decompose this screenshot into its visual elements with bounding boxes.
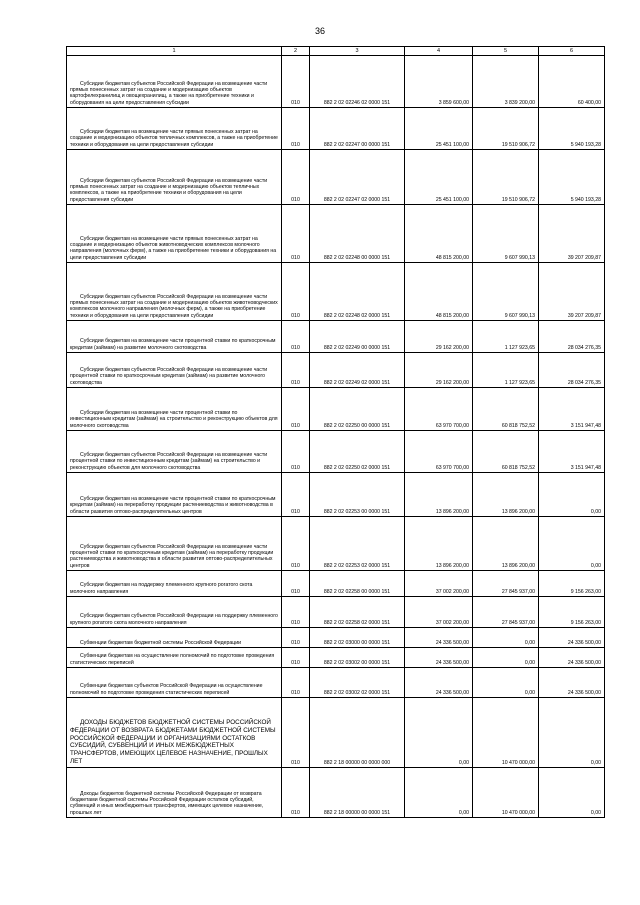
row-name-text: Субсидии бюджетам субъектов Российской Федерации на возмещение части прямых понесенных затрат на создание и модернизацию объектов картофелехранилищ и овощехранилищ, а также на приобретение техники и оборудования на цели предоставления субсидии [70, 80, 268, 106]
row-executed-amount: 10 470 000,00 [473, 698, 539, 768]
row-name [67, 668, 282, 698]
row-unexecuted-amount: 0,00 [539, 698, 605, 768]
row-name-text: Субсидии бюджетам субъектов Российской Федерации на возмещение части процентной ставки по краткосрочным кредитам (займам) на развитие молочного скотоводства [70, 366, 268, 386]
row-unexecuted-amount: 0,00 [539, 473, 605, 517]
table-row [67, 628, 605, 648]
row-executed-amount: 19 510 906,72 [473, 108, 539, 150]
row-code: 010 [282, 150, 310, 205]
row-kbk: 882 2 02 03002 02 0000 151 [310, 668, 405, 698]
row-name-text: Субсидии бюджетам на возмещение части процентной ставки по инвестиционным кредитам (займам) на строительство и реконструкцию объектов для молочного скотоводства [70, 409, 278, 429]
row-plan-amount: 0,00 [405, 698, 473, 768]
row-kbk: 882 2 02 02250 00 0000 151 [310, 388, 405, 431]
row-plan-amount: 0,00 [405, 768, 473, 818]
row-name-text: Субвенции бюджетам субъектов Российской Федерации на осуществление полномочий по подготовке проведения статистических переписей [70, 683, 263, 696]
row-name [67, 698, 282, 768]
row-plan-amount: 25 451 100,00 [405, 150, 473, 205]
row-unexecuted-amount: 24 336 500,00 [539, 628, 605, 648]
row-plan-amount: 3 859 600,00 [405, 56, 473, 108]
row-code: 010 [282, 56, 310, 108]
row-name [67, 517, 282, 571]
row-name [67, 628, 282, 648]
row-name [67, 321, 282, 353]
row-plan-amount: 24 336 500,00 [405, 668, 473, 698]
row-code: 010 [282, 205, 310, 263]
row-executed-amount: 1 127 923,65 [473, 321, 539, 353]
row-unexecuted-amount: 3 151 947,48 [539, 388, 605, 431]
row-unexecuted-amount: 24 336 500,00 [539, 668, 605, 698]
row-unexecuted-amount: 0,00 [539, 517, 605, 571]
row-plan-amount: 48 815 200,00 [405, 263, 473, 321]
row-code: 010 [282, 571, 310, 597]
col-header-1: 1 [67, 47, 282, 56]
row-code: 010 [282, 648, 310, 668]
table-row [67, 597, 605, 628]
row-unexecuted-amount: 9 156 263,00 [539, 597, 605, 628]
row-name [67, 388, 282, 431]
row-executed-amount: 27 845 937,00 [473, 597, 539, 628]
row-code: 010 [282, 388, 310, 431]
table-row [67, 473, 605, 517]
col-header-5: 5 [473, 47, 539, 56]
row-plan-amount: 24 336 500,00 [405, 628, 473, 648]
row-unexecuted-amount: 28 034 276,35 [539, 353, 605, 388]
col-header-6: 6 [539, 47, 605, 56]
row-code: 010 [282, 597, 310, 628]
row-executed-amount: 1 127 923,65 [473, 353, 539, 388]
col-header-2: 2 [282, 47, 310, 56]
row-plan-amount: 29 162 200,00 [405, 321, 473, 353]
row-name-text: ДОХОДЫ БЮДЖЕТОВ БЮДЖЕТНОЙ СИСТЕМЫ РОССИЙСКОЙ ФЕДЕРАЦИИ ОТ ВОЗВРАТА БЮДЖЕТАМИ БЮДЖЕТНОЙ СИСТЕМЫ РОССИЙСКОЙ ФЕДЕРАЦИИ И ОРГАНИЗАЦИЯМИ ОСТАТКОВ СУБСИДИЙ, СУБВЕНЦИЙ И ИНЫХ МЕЖБЮДЖЕТНЫХ ТРАНСФЕРТОВ, ИМЕЮЩИХ ЦЕЛЕВОЕ НАЗНАЧЕНИЕ, ПРОШЛЫХ ЛЕТ [70, 718, 276, 766]
row-unexecuted-amount: 24 336 500,00 [539, 648, 605, 668]
row-unexecuted-amount: 3 151 947,48 [539, 431, 605, 473]
table-row [67, 571, 605, 597]
row-kbk: 882 2 02 02258 00 0000 151 [310, 571, 405, 597]
row-name [67, 768, 282, 818]
row-plan-amount: 29 162 200,00 [405, 353, 473, 388]
row-executed-amount: 0,00 [473, 648, 539, 668]
row-name-text: Субсидии бюджетам субъектов Российской Федерации на возмещение части процентной ставки по краткосрочным кредитам (займам) на переработку продукции растениеводства и животноводства в области развития оптово-распределительных центров [70, 543, 274, 569]
row-plan-amount: 48 815 200,00 [405, 205, 473, 263]
table-row [67, 150, 605, 205]
row-kbk: 882 2 02 02247 00 0000 151 [310, 108, 405, 150]
row-name [67, 597, 282, 628]
row-name-text: Субсидии бюджетам на возмещение части прямых понесенных затрат на создание и модернизацию объектов животноводческих комплексов молочного направления (молочных ферм), а также на приобретение техники и оборудования на цели предоставления субсидии [70, 235, 277, 261]
table-row [67, 108, 605, 150]
row-plan-amount: 37 002 200,00 [405, 597, 473, 628]
row-unexecuted-amount: 39 207 209,87 [539, 263, 605, 321]
row-executed-amount: 60 818 752,52 [473, 431, 539, 473]
row-plan-amount: 13 896 200,00 [405, 517, 473, 571]
row-plan-amount: 24 336 500,00 [405, 648, 473, 668]
row-name-text: Субсидии бюджетам субъектов Российской Федерации на возмещение части прямых понесенных затрат на создание и модернизацию объектов животноводческих комплексов молочного направления (молочных ферм), а также на приобретение техники и оборудования на цели предоставления субсидии [70, 293, 278, 319]
row-kbk: 882 2 02 03002 00 0000 151 [310, 648, 405, 668]
table-row [67, 431, 605, 473]
row-code: 010 [282, 431, 310, 473]
row-code: 010 [282, 768, 310, 818]
row-unexecuted-amount: 5 940 193,28 [539, 108, 605, 150]
row-unexecuted-amount: 28 034 276,35 [539, 321, 605, 353]
row-unexecuted-amount: 0,00 [539, 768, 605, 818]
col-header-3: 3 [310, 47, 405, 56]
table-row [67, 768, 605, 818]
row-code: 010 [282, 353, 310, 388]
row-unexecuted-amount: 5 940 193,28 [539, 150, 605, 205]
row-name [67, 571, 282, 597]
table-row [67, 321, 605, 353]
row-kbk: 882 2 18 00000 00 0000 000 [310, 698, 405, 768]
row-executed-amount: 60 818 752,52 [473, 388, 539, 431]
row-executed-amount: 3 839 200,00 [473, 56, 539, 108]
table-body [67, 56, 605, 818]
row-kbk: 882 2 18 00000 00 0000 151 [310, 768, 405, 818]
table-row [67, 648, 605, 668]
row-name-text: Субсидии бюджетам субъектов Российской Федерации на возмещение части процентной ставки по инвестиционным кредитам (займам) на строительство и реконструкцию объектов для молочного скотоводства [70, 451, 268, 471]
row-kbk: 882 2 02 02258 02 0000 151 [310, 597, 405, 628]
row-executed-amount: 9 607 990,13 [473, 263, 539, 321]
row-name [67, 473, 282, 517]
row-unexecuted-amount: 60 400,00 [539, 56, 605, 108]
row-kbk: 882 2 02 02247 02 0000 151 [310, 150, 405, 205]
row-kbk: 882 2 02 02250 02 0000 151 [310, 431, 405, 473]
row-kbk: 882 2 02 02253 02 0000 151 [310, 517, 405, 571]
table-row [67, 263, 605, 321]
row-name [67, 263, 282, 321]
row-executed-amount: 10 470 000,00 [473, 768, 539, 818]
row-code: 010 [282, 698, 310, 768]
row-name-text: Субвенции бюджетам на осуществление полномочий по подготовке проведения статистических переписей [70, 653, 275, 666]
row-name-text: Доходы бюджетов бюджетной системы Российской Федерации от возврата бюджетами бюджетной системы Российской Федерации остатков субсидий, субвенций и иных межбюджетных трансфертов, имеющих целевое назначение, прошлых лет [70, 790, 264, 816]
row-name [67, 56, 282, 108]
row-executed-amount: 0,00 [473, 628, 539, 648]
row-plan-amount: 13 896 200,00 [405, 473, 473, 517]
row-kbk: 882 2 02 03000 00 0000 151 [310, 628, 405, 648]
table-row [67, 56, 605, 108]
row-plan-amount: 63 970 700,00 [405, 388, 473, 431]
row-name-text: Субсидии бюджетам на возмещение части процентной ставки по краткосрочным кредитам (займам) на переработку продукции растениеводства и животноводства в области развития оптово-распределительных центров [70, 495, 276, 515]
row-kbk: 882 2 02 02246 02 0000 151 [310, 56, 405, 108]
row-code: 010 [282, 263, 310, 321]
row-name [67, 108, 282, 150]
row-executed-amount: 13 896 200,00 [473, 517, 539, 571]
table-row [67, 353, 605, 388]
col-header-4: 4 [405, 47, 473, 56]
table-row [67, 698, 605, 768]
row-executed-amount: 27 845 937,00 [473, 571, 539, 597]
row-kbk: 882 2 02 02249 02 0000 151 [310, 353, 405, 388]
row-name-text: Субсидии бюджетам субъектов Российской Федерации на поддержку племенного крупного рогатого скота молочного направления [70, 613, 278, 626]
table-row [67, 517, 605, 571]
row-executed-amount: 9 607 990,13 [473, 205, 539, 263]
row-name-text: Субвенции бюджетам бюджетной системы Российской Федерации [80, 639, 242, 646]
row-kbk: 882 2 02 02249 00 0000 151 [310, 321, 405, 353]
row-name-text: Субсидии бюджетам субъектов Российской Федерации на возмещение части прямых понесенных затрат на создание и модернизацию объектов тепличных комплексов, а также на приобретение техники и оборудования на цели предоставления субсидии [70, 177, 268, 203]
row-plan-amount: 37 002 200,00 [405, 571, 473, 597]
row-name-text: Субсидии бюджетам на поддержку племенного крупного рогатого скота молочного направления [70, 582, 253, 595]
row-kbk: 882 2 02 02248 02 0000 151 [310, 263, 405, 321]
table-row [67, 205, 605, 263]
row-name [67, 648, 282, 668]
row-unexecuted-amount: 9 156 263,00 [539, 571, 605, 597]
page-number: 36 [314, 26, 325, 36]
row-executed-amount: 13 896 200,00 [473, 473, 539, 517]
row-code: 010 [282, 108, 310, 150]
budget-table [66, 46, 605, 818]
row-code: 010 [282, 668, 310, 698]
row-code: 010 [282, 517, 310, 571]
row-plan-amount: 25 451 100,00 [405, 108, 473, 150]
row-name [67, 431, 282, 473]
row-code: 010 [282, 473, 310, 517]
row-code: 010 [282, 628, 310, 648]
table-row [67, 388, 605, 431]
row-kbk: 882 2 02 02253 00 0000 151 [310, 473, 405, 517]
table-row [67, 668, 605, 698]
row-name [67, 353, 282, 388]
header-row [67, 47, 605, 56]
row-name-text: Субсидии бюджетам на возмещение части процентной ставки по краткосрочным кредитам (займам) на развитие молочного скотоводства [70, 338, 276, 351]
row-name [67, 205, 282, 263]
row-code: 010 [282, 321, 310, 353]
row-kbk: 882 2 02 02248 00 0000 151 [310, 205, 405, 263]
row-name [67, 150, 282, 205]
row-executed-amount: 0,00 [473, 668, 539, 698]
row-executed-amount: 19 510 906,72 [473, 150, 539, 205]
row-unexecuted-amount: 39 207 209,87 [539, 205, 605, 263]
row-plan-amount: 63 970 700,00 [405, 431, 473, 473]
row-name-text: Субсидии бюджетам на возмещение части прямых понесенных затрат на создание и модернизацию объектов тепличных комплексов, а также на приобретение техники и оборудования на цели предоставления субсидии [70, 128, 278, 148]
